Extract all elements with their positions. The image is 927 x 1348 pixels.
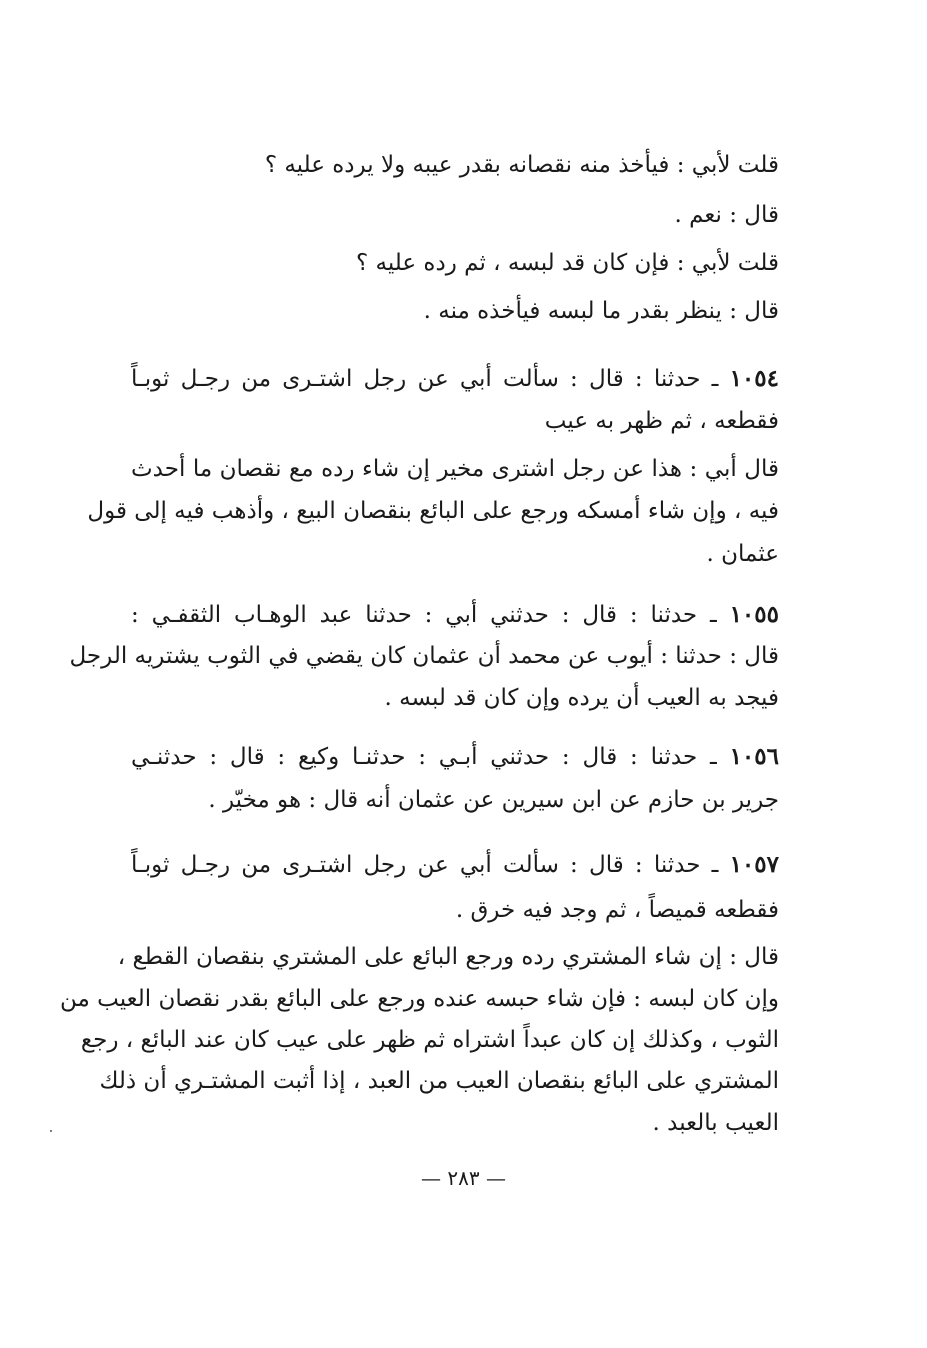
hadith-text: ـ حدثنا : قال : حدثني أبي : حدثنا عبد الوهـاب الثقفـي : [131, 602, 717, 628]
hadith-1057-line-1 [131, 848, 779, 882]
hadith-number: ١٠٥٥ [729, 601, 779, 628]
hadith-1054-answer-1: قال أبي : هذا عن رجل اشترى مخير إن شاء رده مع نقصان ما أحدث [131, 456, 779, 482]
hadith-1054-answer-2: فيه ، وإن شاء أمسكه ورجع على البائع بنقصان البيع ، وأذهب فيه إلى قول [87, 498, 779, 524]
hadith-1057-answer-2: وإن كان لبسه : فإن شاء حبسه عنده ورجع على البائع بقدر نقصان العيب من [59, 986, 779, 1012]
hadith-1054-line-2: فقطعه ، ثم ظهر به عيب [544, 408, 779, 434]
hadith-1057-answer-3: الثوب ، وكذلك إن كان عبداً اشتراه ثم ظهر على عيب كان عند البائع ، رجع [80, 1027, 779, 1053]
hadith-1054-answer-3: عثمان . [706, 541, 779, 567]
hadith-1056-line-2: جرير بن حازم عن ابن سيرين عن عثمان أنه قال : هو مخيّر . [208, 787, 779, 813]
hadith-text: ـ حدثنا : قال : حدثني أبـي : حدثنـا وكيع : قال : حدثنـي [131, 744, 717, 770]
hadith-text: ـ حدثنا : قال : سألت أبي عن رجل اشتـرى من رجـل ثوبـاً [131, 366, 719, 392]
hadith-1057-line-2: فقطعه قميصاً ، ثم وجد فيه خرق . [455, 897, 779, 923]
intro-line-4: قال : ينظر بقدر ما لبسه فيأخذه منه . [423, 298, 779, 324]
hadith-1057-answer-4: المشتري على البائع بنقصان العيب من العبد ، إذا أثبت المشتـري أن ذلك [99, 1068, 779, 1094]
intro-line-3: قلت لأبي : فإن كان قد لبسه ، ثم رده عليه ؟ [355, 250, 779, 276]
hadith-1055-line-3: فيجد به العيب أن يرده وإن كان قد لبسه . [384, 685, 779, 711]
hadith-1057-answer-1: قال : إن شاء المشتري رده ورجع البائع على المشتري بنقصان القطع ، [117, 944, 779, 970]
hadith-1054-line-1 [131, 362, 779, 396]
page-number: — ٢٨٣ — [421, 1166, 506, 1190]
intro-line-2: قال : نعم . [674, 202, 779, 228]
hadith-number: ١٠٥٦ [729, 743, 779, 770]
scan-speck [50, 1130, 52, 1132]
hadith-number: ١٠٥٧ [729, 851, 779, 878]
intro-line-1: قلت لأبي : فيأخذ منه نقصانه بقدر عيبه ولا يرده عليه ؟ [264, 152, 779, 178]
hadith-1056-line-1 [131, 740, 779, 774]
hadith-text: ـ حدثنا : قال : سألت أبي عن رجل اشتـرى من رجـل ثوبـاً [131, 852, 719, 878]
hadith-number: ١٠٥٤ [729, 365, 779, 392]
hadith-1057-answer-5: العيب بالعبد . [652, 1110, 779, 1136]
hadith-1055-line-2: قال : حدثنا : أيوب عن محمد أن عثمان كان يقضي في الثوب يشتريه الرجل [69, 643, 779, 669]
hadith-1055-line-1 [131, 598, 779, 632]
